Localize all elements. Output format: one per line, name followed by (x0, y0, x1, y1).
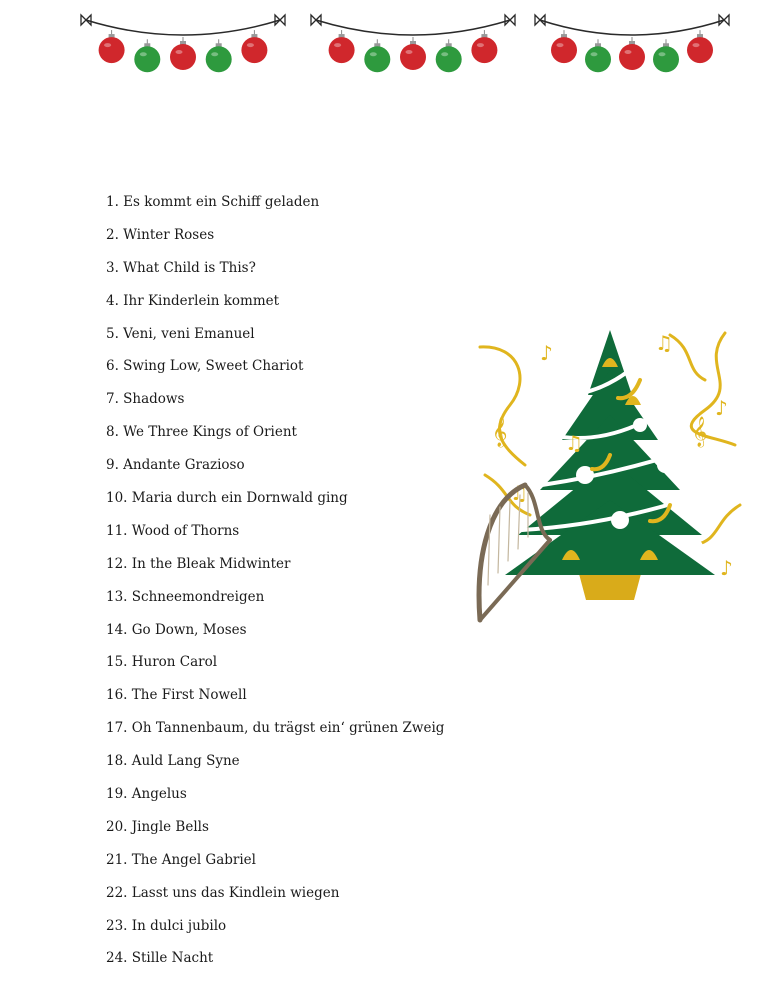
ornament-ball-icon (241, 30, 267, 63)
ornament-ball-icon (436, 39, 462, 72)
song-list-item: 7. Shadows (106, 391, 185, 408)
song-list-item: 19. Angelus (106, 786, 187, 803)
song-list-item: 2. Winter Roses (106, 226, 215, 243)
song-list-item: 15. Huron Carol (106, 654, 218, 671)
ornament-ball-icon (364, 39, 390, 72)
song-list-item: 14. Go Down, Moses (106, 621, 247, 638)
ornament-ball-icon (99, 30, 125, 63)
ornament-ball-icon (551, 30, 577, 63)
song-list-item: 16. The First Nowell (106, 687, 247, 704)
song-list-item: 9. Andante Grazioso (106, 457, 245, 474)
svg-text:♪: ♪ (715, 396, 728, 420)
svg-text:𝄞: 𝄞 (492, 417, 508, 447)
ornament-garland-center (308, 10, 518, 90)
song-list-item: 23. In dulci jubilo (106, 917, 227, 934)
song-list-item: 21. The Angel Gabriel (106, 851, 256, 868)
svg-text:♫: ♫ (655, 331, 673, 355)
ornament-garland-left (78, 10, 288, 90)
christmas-tree-illustration (470, 325, 750, 625)
svg-text:♫: ♫ (510, 481, 528, 505)
ornament-ball-icon (329, 30, 355, 63)
ornament-ball-icon (471, 30, 497, 63)
ornament-ball-icon (206, 39, 232, 72)
svg-text:♫: ♫ (565, 431, 583, 455)
song-list-item: 13. Schneemondreigen (106, 588, 265, 605)
bow-icon (81, 15, 91, 25)
svg-text:♪: ♪ (540, 341, 553, 365)
ornament-ball-icon (687, 30, 713, 63)
song-list-item: 3. What Child is This? (106, 259, 256, 276)
song-list-item: 4. Ihr Kinderlein kommet (106, 292, 280, 309)
song-list-item: 17. Oh Tannenbaum, du trägst ein‘ grünen Zweig (106, 720, 445, 737)
ornament-ball-icon (170, 37, 196, 70)
song-list-item: 1. Es kommt ein Schiff geladen (106, 194, 320, 210)
ornament-ball-icon (653, 39, 679, 72)
ornament-ball-icon (400, 37, 426, 70)
ornament-ball-icon (585, 39, 611, 72)
bow-icon (275, 15, 285, 25)
ornament-ball-icon (619, 37, 645, 70)
bow-icon (719, 15, 729, 25)
song-list-item: 5. Veni, veni Emanuel (106, 325, 255, 342)
ornament-garland-right (532, 10, 732, 90)
song-list-item: 11. Wood of Thorns (106, 522, 240, 539)
song-list-item: 8. We Three Kings of Orient (106, 424, 297, 441)
song-list-item: 20. Jingle Bells (106, 818, 209, 835)
song-list-item: 22. Lasst uns das Kindlein wiegen (106, 884, 340, 901)
svg-text:♪: ♪ (720, 556, 733, 580)
song-list-item: 12. In the Bleak Midwinter (106, 555, 291, 572)
song-list (106, 190, 444, 979)
song-list-item: 6. Swing Low, Sweet Chariot (106, 358, 304, 375)
bow-icon (311, 15, 321, 25)
song-list-item: 10. Maria durch ein Dornwald ging (106, 490, 348, 507)
svg-text:𝄞: 𝄞 (692, 417, 708, 447)
bow-icon (535, 15, 545, 25)
song-list-item: 18. Auld Lang Syne (106, 753, 240, 770)
song-list-item: 24. Stille Nacht (106, 950, 214, 967)
ornament-ball-icon (134, 39, 160, 72)
bow-icon (505, 15, 515, 25)
